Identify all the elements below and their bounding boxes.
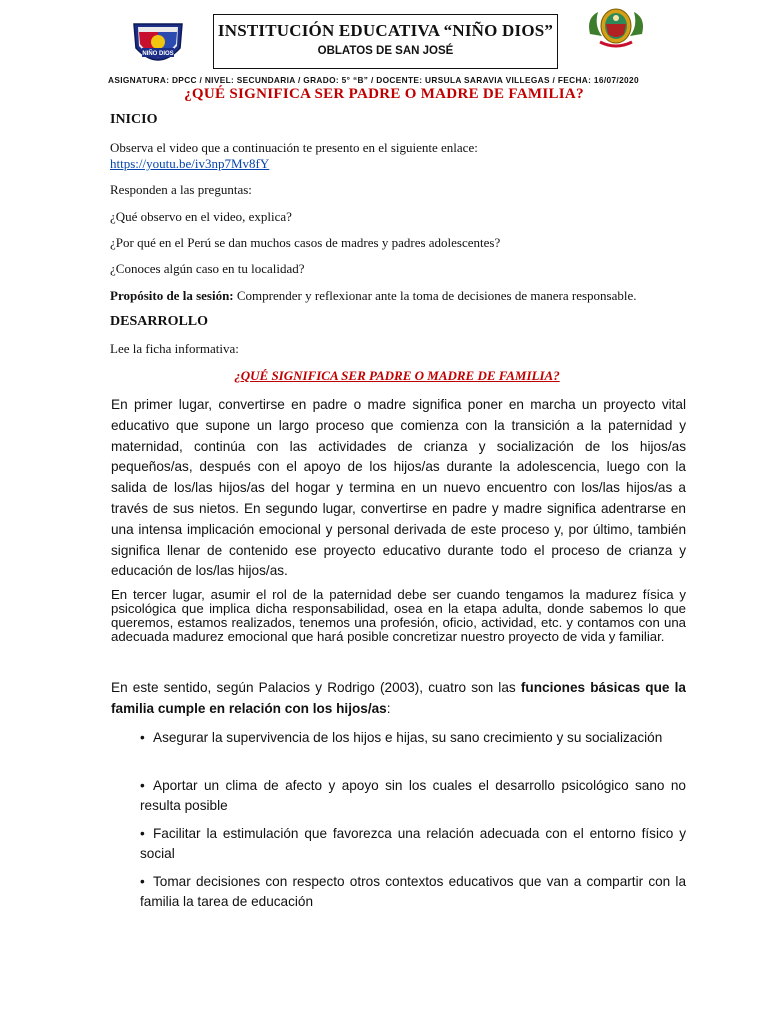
video-link[interactable]: https://youtu.be/iv3np7Mv8fY — [110, 156, 270, 171]
paragraph-2: En tercer lugar, asumir el rol de la paternidad debe ser cuando tengamos la madurez física y psicológica que implica dicha responsabilidad, osea en la etapa adulta, donde sabemos lo que queremos, estamos realizados, tenemos una profesión, oficio, actividad, etc. y contamos con una adecuada madurez emocional que hará posible concretizar nuestro proyecto de vida y familiar. — [111, 587, 686, 644]
paragraph-3 — [111, 678, 686, 720]
question-item: ¿Por qué en el Perú se dan muchos casos de madres y padres adolescentes? — [110, 235, 501, 250]
purpose-label: Propósito de la sesión: — [110, 288, 234, 303]
function-item — [140, 728, 686, 748]
function-text: Asegurar la supervivencia de los hijos e hijas, su sano crecimiento y su socialización — [153, 730, 663, 745]
school-shield-logo — [130, 18, 186, 72]
desarrollo-heading: DESARROLLO — [110, 314, 209, 329]
paragraph-3-bold: funciones básicas que la familia cumple en relación con los hijos/as — [111, 680, 686, 716]
inicio-heading: INICIO — [110, 112, 158, 127]
bullet-icon: • — [140, 778, 145, 793]
school-name: INSTITUCIÓN EDUCATIVA “NIÑO DIOS” — [217, 21, 554, 40]
coat-of-arms-logo — [584, 4, 648, 52]
purpose-text: Comprender y reflexionar ante la toma de decisiones de manera responsable. — [233, 288, 637, 303]
paragraph-1: En primer lugar, convertirse en padre o madre significa poner en marcha un proyecto vital educativo que supone un largo proceso que comienza con la transición a la paternidad y maternidad, continúa con las actividades de crianza y socialización de los hijos/as pequeños/as, después con el apoyo de los hijos/as durante la adolescencia, luego con la salida de los/las hijos/as del hogar y termina en un nuevo encuentro con los/las hijos/as a través de sus nietos. En segundo lugar, convertirse en padre y madre significa adentrarse en una intensa implicación emocional y personal derivada de este proceso y, por último, también significa llenar de contenido ese proyecto educativo durante todo el proceso de crianza y educación de los/las hijos/as. — [111, 397, 686, 579]
function-item — [140, 776, 686, 816]
ficha-instruction: Lee la ficha informativa: — [110, 341, 239, 356]
bullet-icon: • — [140, 826, 145, 841]
purpose-line — [110, 288, 636, 304]
function-item — [140, 824, 686, 864]
function-text: Facilitar la estimulación que favorezca una relación adecuada con el entorno físico y social — [140, 826, 686, 861]
bullet-icon: • — [140, 874, 145, 889]
logo-left-text: NIÑO DIOS — [142, 51, 174, 57]
paragraph-3-intro: En este sentido, según Palacios y Rodrigo (2003), cuatro son las — [111, 680, 521, 695]
bullet-icon: • — [140, 730, 145, 745]
video-intro: Observa el video que a continuación te presento en el siguiente enlace: — [110, 140, 478, 155]
question-item: ¿Conoces algún caso en tu localidad? — [110, 261, 305, 276]
function-text: Tomar decisiones con respecto otros contextos educativos que van a compartir con la familia la tarea de educación — [140, 874, 686, 909]
ficha-title: ¿QUÉ SIGNIFICA SER PADRE O MADRE DE FAMILIA? — [234, 368, 560, 383]
paragraph-3-end: : — [386, 700, 391, 716]
questions-intro: Responden a las preguntas: — [110, 182, 252, 197]
question-item: ¿Qué observo en el video, explica? — [110, 209, 292, 224]
function-text: Aportar un clima de afecto y apoyo sin los cuales el desarrollo psicológico sano no resulta posible — [140, 778, 686, 813]
function-item — [140, 872, 686, 912]
header-box — [213, 14, 558, 69]
page-title: ¿QUÉ SIGNIFICA SER PADRE O MADRE DE FAMILIA? — [184, 86, 584, 102]
meta-line: ASIGNATURA: DPCC / NIVEL: SECUNDARIA / GRADO: 5° “B” / DOCENTE: URSULA SARAVIA VILLEGAS / FECHA: 16/07/2020 — [108, 75, 639, 85]
school-subtitle: OBLATOS DE SAN JOSÉ — [317, 45, 454, 57]
